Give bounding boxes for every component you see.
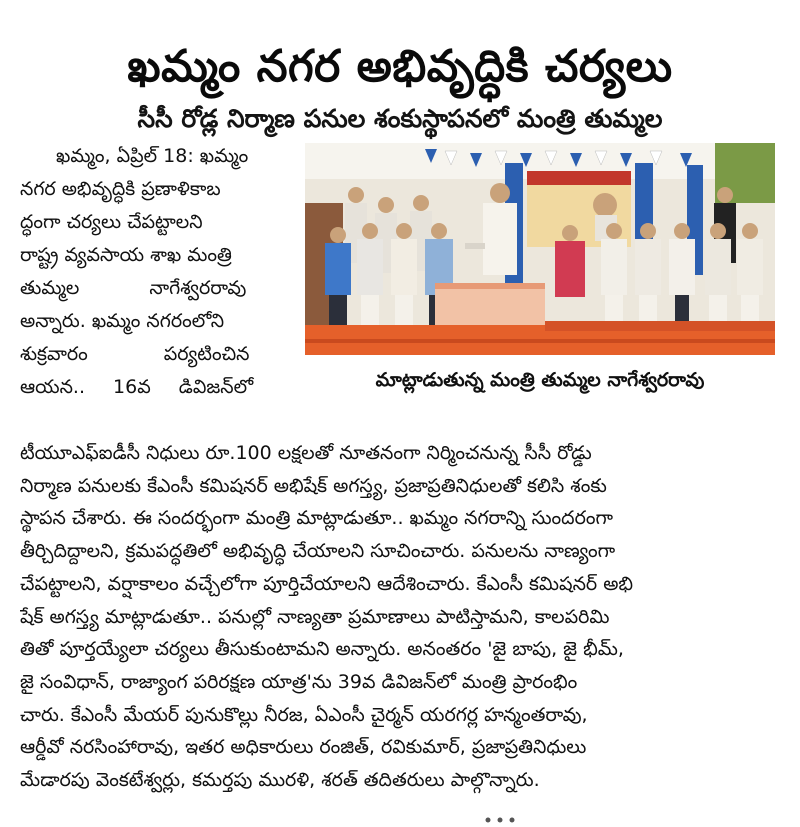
lead-line: రాష్ట్ర వ్యవసాయ శాఖ మంత్రి <box>20 244 232 266</box>
body-line: చేపట్టాలని, వర్షాకాలం వచ్చేలోగా పూర్తిచేయాలని ఆదేశించారు. కేఎంసీ కమిషనర్ అభి <box>20 572 634 595</box>
lead-paragraph-column <box>20 140 298 404</box>
headline: ఖమ్మం నగర అభివృద్ధికి చర్యలు <box>127 41 673 93</box>
body-line: టీయూఎఫ్ఐడీసీ నిధులు రూ.100 లక్షలతో నూతనంగా నిర్మించనున్న సీసీ రోడ్డు <box>20 442 592 464</box>
body-line: స్థాపన చేశారు. ఈ సందర్భంగా మంత్రి మాట్లాడుతూ.. ఖమ్మం నగరాన్ని సుందరంగా <box>20 507 613 530</box>
body-line: జై సంవిధాన్, రాజ్యాంగ పరిరక్షణ యాత్ర'ను 39వ డివిజన్‌లో మంత్రి ప్రారంభిం <box>20 670 578 693</box>
body-line: షేక్ అగస్త్య మాట్లాడుతూ.. పనుల్లో నాణ్యతా ప్రమాణాలు పాటిస్తామని, కాలపరిమి <box>20 605 610 628</box>
event-photo <box>305 143 775 355</box>
lead-line: శుక్రవారం పర్యటించిన <box>20 343 250 365</box>
lead-line: ద్ధంగా చర్యలు చేపట్టాలని <box>20 211 203 233</box>
lead-line: అన్నారు. ఖమ్మం నగరంలోని <box>20 310 225 332</box>
body-line: తితో పూర్తయ్యేలా చర్యలు తీసుకుంటామని అన్నారు. అనంతరం 'జై బాపు, జై భీమ్, <box>20 638 624 661</box>
body-line: తీర్చిదిద్దాలని, క్రమపద్ధతిలో అభివృద్ధి చేయాలని సూచించారు. పనులను నాణ్యంగా <box>20 540 616 563</box>
lead-line: ఖమ్మం, ఏప్రిల్ 18: ఖమ్మం <box>56 145 249 167</box>
lead-line: ఆయన.. 16వ డివిజన్‌లో <box>20 376 254 398</box>
body-line: మేడారపు వెంకటేశ్వర్లు, కమర్తపు మురళి, శరత్ తదితరులు పాల్గొన్నారు. <box>20 769 540 792</box>
lead-line: తుమ్మల నాగేశ్వరరావు <box>20 277 247 299</box>
continuation-mark <box>480 815 520 825</box>
subheadline: సీసీ రోడ్ల నిర్మాణ పనుల శంకుస్థాపనలో మంత్రి తుమ్మల <box>137 103 663 133</box>
photo-caption: మాట్లాడుతున్న మంత్రి తుమ్మల నాగేశ్వరరావు <box>375 369 705 391</box>
body-line: నిర్మాణ పనులకు కేఎంసీ కమిషనర్ అభిషేక్ అగస్త్య, ప్రజాప్రతినిధులతో కలిసి శంకు <box>20 474 607 497</box>
body-line: చారు. కేఎంసీ మేయర్ పునుకొల్లు నీరజ, ఏఎంసీ చైర్మన్ యరగర్ల హన్మంతరావు, <box>20 703 588 726</box>
body-text <box>20 437 780 797</box>
lead-line: నగర అభివృద్ధికి ప్రణాళికాబ <box>20 178 221 200</box>
event-photo-illustration <box>305 143 775 355</box>
body-line: ఆర్డీవో నరసింహారావు, ఇతర అధికారులు రంజిత్, రవికుమార్, ప్రజాప్రతినిధులు <box>20 736 587 759</box>
